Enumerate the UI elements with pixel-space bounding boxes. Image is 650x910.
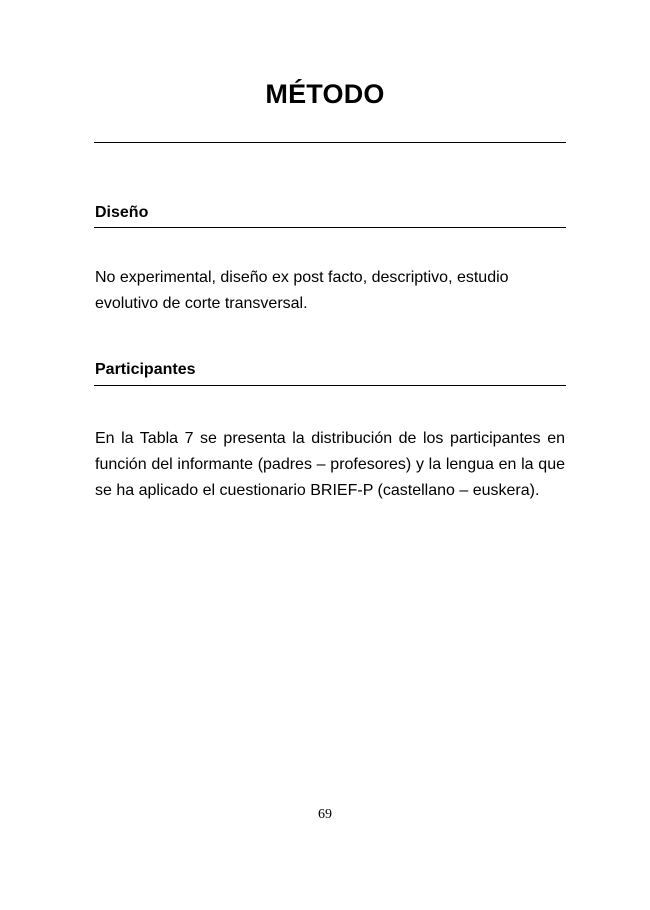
section-divider-diseno (94, 227, 566, 228)
section-heading-diseno: Diseño (95, 204, 149, 221)
page-number: 69 (318, 807, 332, 822)
section-body-participantes: En la Tabla 7 se presenta la distribución de los participantes en función del informante (padres – profesores) y la lengua en la que se ha aplicado el cuestionario BRIEF-P (castellano – euskera). (95, 430, 565, 499)
title-divider (94, 142, 566, 143)
page-title: MÉTODO (265, 79, 385, 109)
section-body-diseno: No experimental, diseño ex post facto, descriptivo, estudio evolutivo de corte transversal. (95, 269, 509, 312)
section-divider-participantes (94, 385, 566, 386)
section-heading-participantes: Participantes (95, 361, 196, 378)
